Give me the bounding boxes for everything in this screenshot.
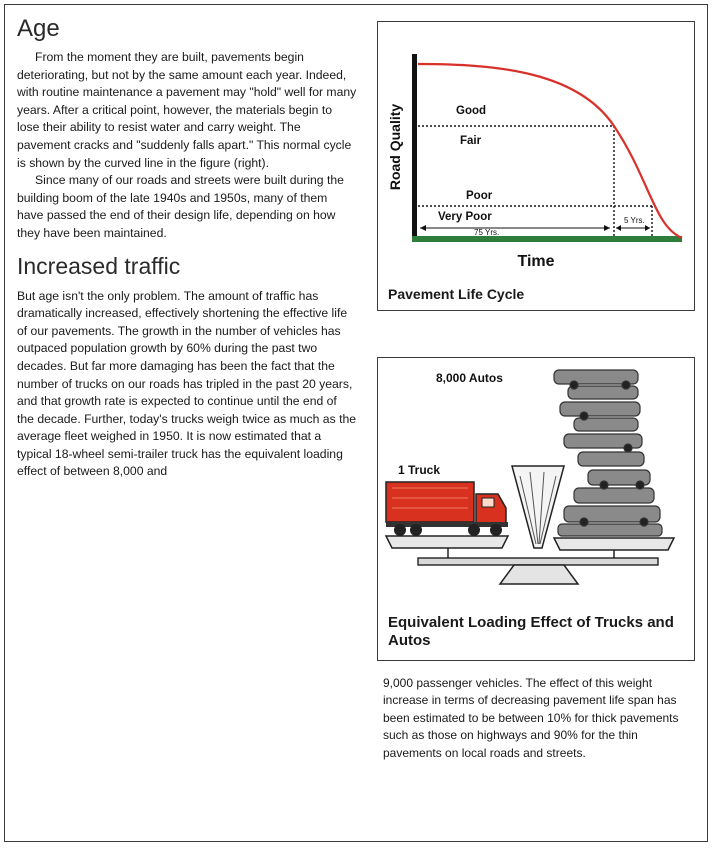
age-paragraph-1: From the moment they are built, pavements begin deteriorating, but not by the same amount each year. Indeed, with routine maintenance a pavement may "hold" well for many years. After a critical point, however, the materials begin to lose their ability to resist water and carry weight. The pavement cracks and "suddenly falls apart." This normal cycle is shown by the curved line in the figure (right). <box>17 50 357 170</box>
ground-line <box>412 236 682 242</box>
long-span-label: 75 Yrs. <box>474 228 500 237</box>
autos-label: 8,000 Autos <box>436 371 503 385</box>
level-very-poor-label: Very Poor <box>438 211 492 223</box>
truck-icon <box>386 482 508 536</box>
life-cycle-diagram <box>378 22 693 309</box>
level-fair-label: Fair <box>460 135 482 147</box>
scale-beam <box>418 558 658 565</box>
x-axis-label: Time <box>517 253 555 270</box>
car-stack-icon <box>554 370 662 536</box>
level-good-label: Good <box>456 105 487 117</box>
age-heading: Age <box>17 15 60 42</box>
loading-effect-figure <box>377 357 695 661</box>
right-paragraph: 9,000 passenger vehicles. The effect of this weight increase in terms of decreasing pavement life span has been estimated to be between 10% for thick pavements such as those on highways and 90% for the thin pavements on local roads and streets. <box>383 676 679 760</box>
traffic-paragraph: But age isn't the only problem. The amount of traffic has dramatically increased, effectively shortening the effective life of our pavements. The growth in the number of vehicles has outpaced population growth by 60% during the past two decades. But far more damaging has been the fact that the number of trucks on our roads has tripled in the past 20 years, and that growth rate is expected to continue until the end of the decade. Further, today's trucks weigh twice as much as the average fleet weighed in 1950. It is now estimated that a typical 18-wheel semi-trailer truck has the equivalent loading effect of between 8,000 and <box>17 288 357 479</box>
y-axis-label: Road Quality <box>387 103 403 191</box>
left-column <box>17 15 357 481</box>
level-poor-label: Poor <box>466 190 493 202</box>
arrow-head <box>420 225 426 231</box>
y-axis-line <box>412 54 417 240</box>
right-pan <box>554 538 674 550</box>
arrow-head <box>645 225 650 231</box>
loading-caption: Equivalent Loading Effect of Trucks and Autos <box>388 614 674 649</box>
right-column-text <box>383 675 699 762</box>
page-frame <box>4 4 708 842</box>
arrow-head <box>604 225 610 231</box>
scale-dial <box>512 466 564 548</box>
arrow-head <box>616 225 621 231</box>
short-span-label: 5 Yrs. <box>624 216 645 225</box>
life-cycle-caption: Pavement Life Cycle <box>388 286 525 302</box>
traffic-heading: Increased traffic <box>17 252 181 279</box>
scale-base <box>500 565 578 584</box>
left-pan <box>386 536 508 548</box>
truck-label: 1 Truck <box>398 463 441 477</box>
scale-illustration <box>378 358 693 658</box>
pavement-life-cycle-figure <box>377 21 695 311</box>
age-paragraph-2: Since many of our roads and streets were built during the building boom of the late 1940s and 1950s, many of them have passed the end of their design life, depending on how they have been maintained. <box>17 173 344 240</box>
